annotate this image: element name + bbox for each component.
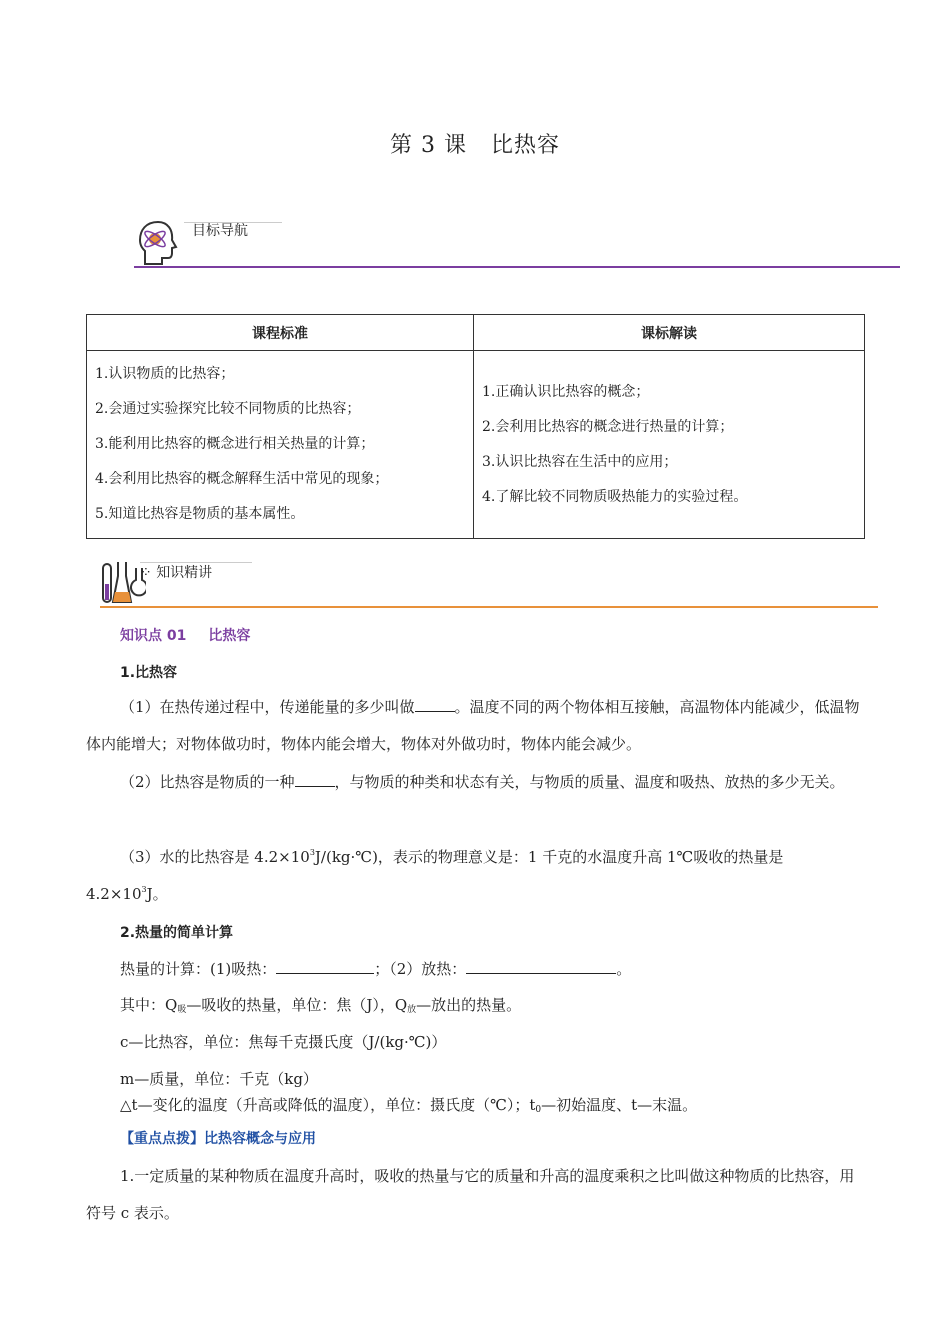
table-header: 课标解读 xyxy=(474,315,865,351)
standards-table xyxy=(86,314,865,539)
list-item: 1.正确认识比热容的概念； xyxy=(482,383,650,400)
table-header: 课程标准 xyxy=(87,315,474,351)
list-item: 1.认识物质的比热容； xyxy=(95,366,235,382)
section-label: ⁘ 知识精讲 xyxy=(140,565,213,581)
m-definition: m—质量，单位：千克（kg） xyxy=(120,1070,318,1088)
section-header-knowledge xyxy=(100,556,878,608)
focus-paragraph: 1.一定质量的某种物质在温度升高时，吸收的热量与它的质量和升高的温度乘积之比叫做这种物质的比热容，用符号 c 表示。 xyxy=(86,1167,855,1222)
list-item: 2.会通过实验探究比较不同物质的比热容； xyxy=(95,401,361,417)
list-item: 5.知道比热容是物质的基本属性。 xyxy=(95,506,305,522)
section-header-goals xyxy=(134,214,900,268)
head-gear-icon xyxy=(136,218,180,266)
paragraph-2: （2）比热容是物质的一种 ，与物质的种类和状态有关，与物质的质量、温度和吸热、放热的多少无关。 xyxy=(120,773,845,791)
list-item: 3.认识比热容在生活中的应用； xyxy=(482,453,678,470)
list-item: 4.会利用比热容的概念解释生活中常见的现象； xyxy=(95,471,389,487)
heading-specific-heat: 1.比热容 xyxy=(120,665,178,681)
paragraph-1: （1）在热传递过程中，传递能量的多少叫做 。温度不同的两个物体相互接触，高温物体内能减少，低温物体内能增大；对物体做功时，物体内能会增大，物体对外做功时，物体内能会减少。 xyxy=(86,698,860,753)
heading-heat-calc: 2.热量的简单计算 xyxy=(120,925,234,941)
paragraph-3: （3）水的比热容是 $4.2\times 10^3J/(kg\cdot℃)$，表示的物理意义是：1 千克的水温度升高 1℃吸收的热量是 $4.2\times 10^3J$。 xyxy=(86,848,784,903)
list-item: 2.会利用比热容的概念进行热量的计算； xyxy=(482,418,734,435)
interpretation-cell xyxy=(474,351,865,539)
calc-line: 热量的计算：(1)吸热： ；（2）放热： 。 xyxy=(120,960,632,978)
list-item: 3.能利用比热容的概念进行相关热量的计算； xyxy=(95,436,375,452)
knowledge-point-title: 知识点 01 比热容 xyxy=(120,628,251,644)
where-line: 其中：$Q_吸—$吸收的热量，单位：焦（J），$Q_放—$放出的热量。 xyxy=(120,996,522,1015)
focus-heading: 【重点点拨】比热容概念与应用 xyxy=(120,1131,316,1147)
dt-definition: △t—变化的温度（升高或降低的温度），单位：摄氏度（℃）；$t_0—$初始温度、t—末温。 xyxy=(120,1096,698,1115)
page-title: 第 3 课 比热容 xyxy=(390,133,560,158)
section-label: 目标导航 xyxy=(192,223,248,239)
c-definition: c—比热容，单位：焦每千克摄氏度（J/(kg·℃)） xyxy=(120,1033,447,1051)
list-item: 4.了解比较不同物质吸热能力的实验过程。 xyxy=(482,488,748,505)
standards-cell xyxy=(87,351,474,539)
